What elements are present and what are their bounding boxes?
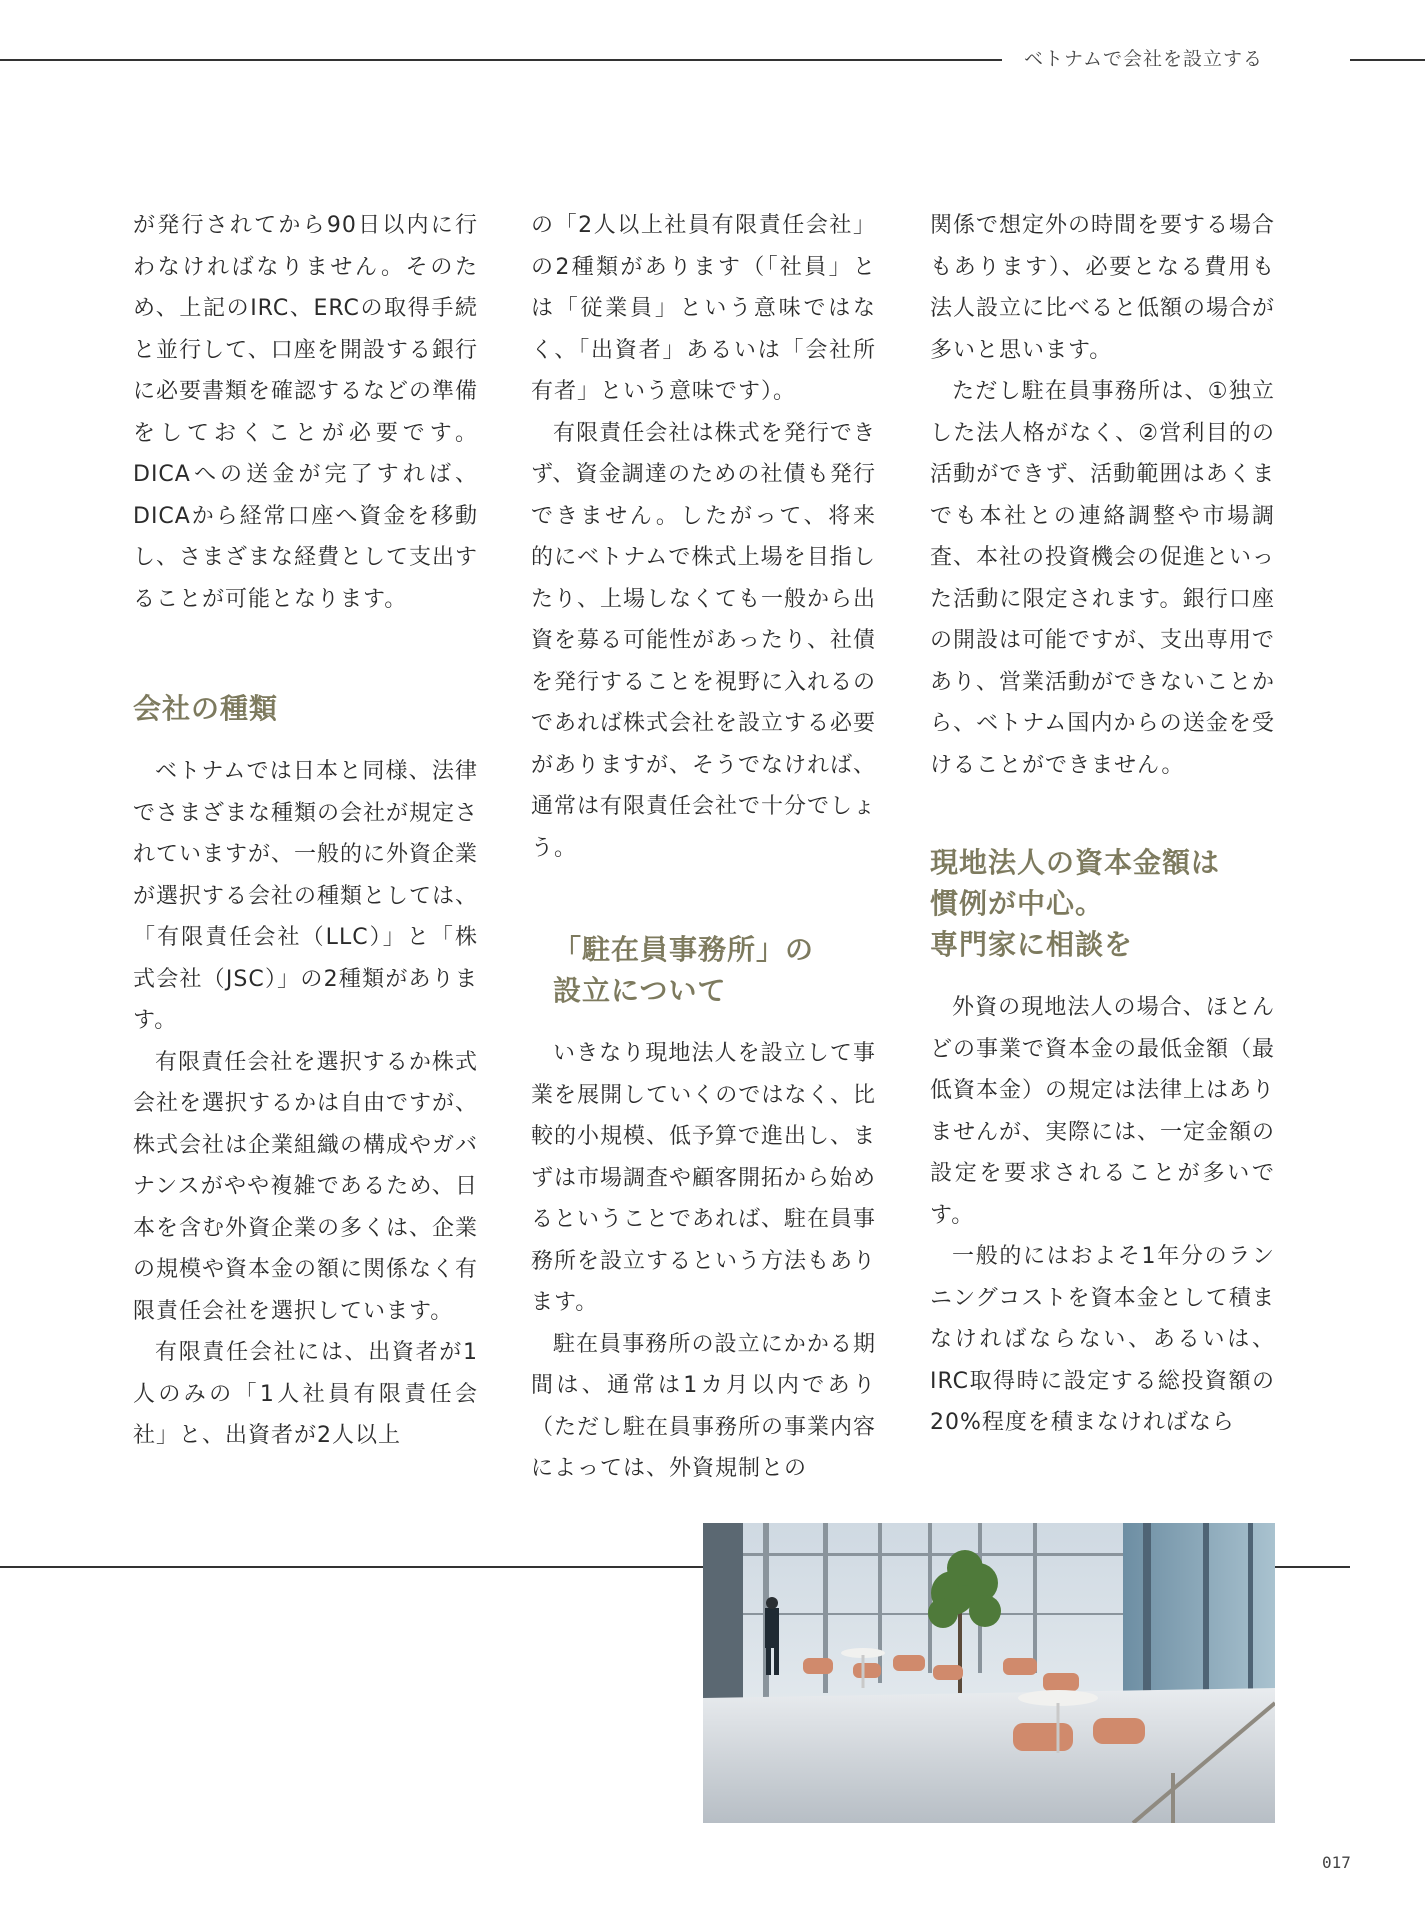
page-number: 017 bbox=[1322, 1853, 1351, 1872]
heading-capital bbox=[930, 842, 1275, 965]
office-lobby-photo bbox=[703, 1523, 1275, 1823]
c2-paragraph-3: いきなり現地法人を設立して事業を展開していくのではなく、比較的小規模、低予算で進出し、まずは市場調査や顧客開拓から始めるということであれば、駐在員事務所を設立するという方法もあります。 bbox=[531, 1041, 877, 1315]
heading-rep-office-line-1: 「駐在員事務所」の bbox=[553, 933, 815, 966]
c2-paragraph-4: 駐在員事務所の設立にかかる期間は、通常は1カ月以内であり（ただし駐在員事務所の事業内容によっては、外資規制との bbox=[531, 1331, 877, 1481]
c2-paragraph-1: の「2人以上社員有限責任会社」の2種類があります（「社員」とは「従業員」という意味ではなく、「出資者」あるいは「会社所有者」という意味です）。 bbox=[531, 213, 876, 404]
heading-company-types: 会社の種類 bbox=[133, 692, 279, 725]
c2-paragraph-2: 有限責任会社は株式を発行できず、資金調達のための社債も発行できません。したがって、将来的にベトナムで株式上場を目指したり、上場しなくても一般から出資を募る可能性があったり、社債を発行することを視野に入れるのであれば株式会社を設立する必要がありますが、そうでなければ、通常は有限責任会社で十分でしょう。 bbox=[531, 420, 877, 861]
c3-paragraph-3: 外資の現地法人の場合、ほとんどの事業で資本金の最低金額（最低資本金）の規定は法律上はありませんが、実際には、一定金額の設定を要求されることが多いです。 bbox=[930, 995, 1276, 1228]
footer-rule-left bbox=[0, 1566, 703, 1568]
heading-rep-office bbox=[531, 929, 876, 1011]
c3-paragraph-1: 関係で想定外の時間を要する場合もあります）、必要となる費用も法人設立に比べると低額の場合が多いと思います。 bbox=[930, 213, 1276, 363]
heading-rep-office-line-2: 設立について bbox=[553, 974, 727, 1007]
column-3 bbox=[930, 205, 1275, 1444]
heading-capital-line-2: 慣例が中心。 bbox=[930, 887, 1105, 920]
c3-paragraph-4: 一般的にはおよそ1年分のランニングコストを資本金として積まなければならない、あるいは、IRC取得時に設定する総投資額の20%程度を積まなければなら bbox=[930, 1244, 1275, 1435]
footer-rule-right bbox=[1275, 1566, 1350, 1568]
running-title: ベトナムで会社を設立する bbox=[1024, 48, 1264, 70]
c1-paragraph-1: が発行されてから90日以内に行わなければなりません。そのため、上記のIRC、ERCの取得手続と並行して、口座を開設する銀行に必要書類を確認するなどの準備をしておくことが必要です。DICAへの送金が完了すれば、DICAから経常口座へ資金を移動し、さまざまな経費として支出することが可能となります。 bbox=[133, 213, 479, 612]
c3-paragraph-2: ただし駐在員事務所は、①独立した法人格がなく、②営利目的の活動ができず、活動範囲はあくまでも本社との連絡調整や市場調査、本社の投資機会の促進といった活動に限定されます。銀行口座の開設は可能ですが、支出専用であり、営業活動ができないことから、ベトナム国内からの送金を受けることができません。 bbox=[930, 379, 1276, 778]
c1-paragraph-4: 有限責任会社には、出資者が1人のみの「1人社員有限責任会社」と、出資者が2人以上 bbox=[133, 1340, 478, 1448]
c1-paragraph-3: 有限責任会社を選択するか株式会社を選択するかは自由ですが、株式会社は企業組織の構成やガバナンスがやや複雑であるため、日本を含む外資企業の多くは、企業の規模や資本金の額に関係なく有限責任会社を選択しています。 bbox=[133, 1049, 479, 1324]
column-1 bbox=[133, 205, 478, 1457]
heading-capital-line-3: 専門家に相談を bbox=[930, 928, 1134, 961]
column-2 bbox=[531, 205, 876, 1490]
heading-capital-line-1: 現地法人の資本金額は bbox=[930, 846, 1221, 879]
header-rule-left bbox=[0, 59, 1002, 61]
header-rule-right bbox=[1350, 59, 1425, 61]
c1-paragraph-2: ベトナムでは日本と同様、法律でさまざまな種類の会社が規定されていますが、一般的に外資企業が選択する会社の種類としては、「有限責任会社（LLC）」と「株式会社（JSC）」の2種類があります。 bbox=[133, 759, 479, 1033]
